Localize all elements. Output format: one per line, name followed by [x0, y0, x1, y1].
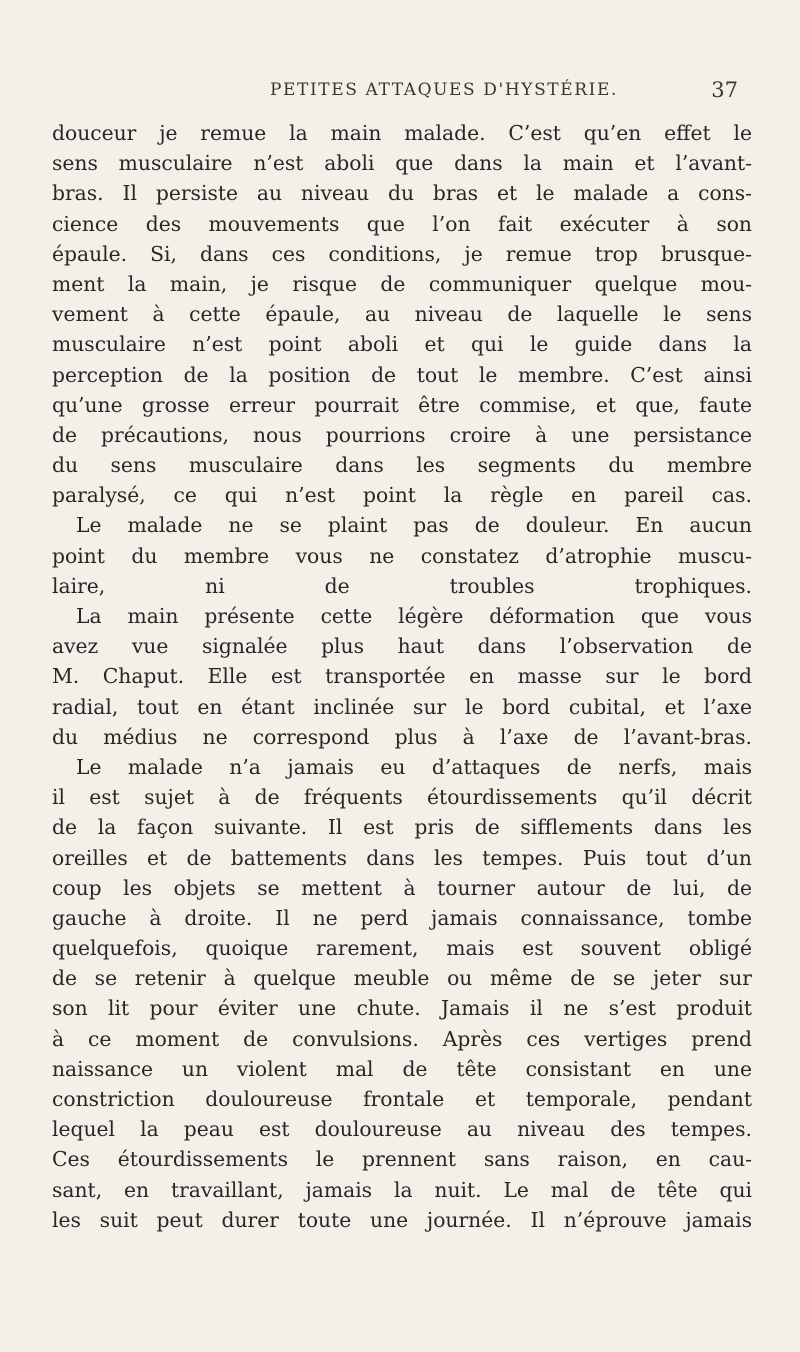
text-line: bras. Il persiste au niveau du bras et le malade a cons-	[52, 181, 752, 206]
text-line: perception de la position de tout le membre. C’est ainsi	[52, 362, 752, 387]
text-line: vement à cette épaule, au niveau de laquelle le sens	[52, 302, 752, 327]
page-number: 37	[711, 78, 738, 102]
text-line: oreilles et de battements dans les tempes. Puis tout d’un	[52, 845, 752, 870]
text-line: douceur je remue la main malade. C’est qu’en effet le	[52, 121, 752, 145]
body-text	[52, 118, 752, 1235]
text-line: Ces étourdissements le prennent sans raison, en cau-	[52, 1147, 752, 1172]
text-line: à ce moment de convulsions. Après ces vertiges prend	[52, 1026, 752, 1051]
text-line: avez vue signalée plus haut dans l’observation de	[52, 634, 752, 659]
text-line: point du membre vous ne constatez d’atrophie muscu-	[52, 543, 752, 568]
text-line: M. Chaput. Elle est transportée en masse sur le bord	[52, 664, 752, 689]
text-line: La main présente cette légère déformation que vous	[76, 604, 752, 628]
text-line: quelquefois, quoique rarement, mais est souvent obligé	[52, 936, 752, 961]
text-line: son lit pour éviter une chute. Jamais il ne s’est produit	[52, 996, 752, 1021]
text-line: paralysé, ce qui n’est point la règle en pareil cas.	[52, 483, 752, 508]
text-line: il est sujet à de fréquents étourdissements qu’il décrit	[52, 785, 752, 810]
page-header	[0, 80, 800, 110]
text-line: Le malade n’a jamais eu d’attaques de nerfs, mais	[76, 754, 752, 779]
text-line: naissance un violent mal de tête consistant en une	[52, 1056, 752, 1081]
text-line: laire, ni de troubles trophiques.	[52, 573, 752, 598]
text-line: du sens musculaire dans les segments du membre	[52, 453, 752, 478]
text-line: lequel la peau est douloureuse au niveau des tempes.	[52, 1117, 752, 1142]
text-line: ment la main, je risque de communiquer quelque mou-	[52, 271, 752, 296]
running-title: PETITES ATTAQUES D'HYSTÉRIE.	[270, 80, 618, 100]
text-line: gauche à droite. Il ne perd jamais connaissance, tombe	[52, 905, 752, 930]
text-line: coup les objets se mettent à tourner autour de lui, de	[52, 875, 752, 900]
text-line: sens musculaire n’est aboli que dans la main et l’avant-	[52, 151, 752, 176]
text-line: du médius ne correspond plus à l’axe de l’avant-bras.	[52, 724, 752, 749]
text-line: qu’une grosse erreur pourrait être commise, et que, faute	[52, 392, 752, 417]
text-line: de la façon suivante. Il est pris de sifflements dans les	[52, 815, 752, 840]
text-line: cience des mouvements que l’on fait exécuter à son	[52, 211, 752, 236]
text-line: radial, tout en étant inclinée sur le bord cubital, et l’axe	[52, 694, 752, 719]
text-line: constriction douloureuse frontale et temporale, pendant	[52, 1087, 752, 1111]
text-line: les suit peut durer toute une journée. Il n’éprouve jamais	[52, 1207, 752, 1232]
text-line: musculaire n’est point aboli et qui le guide dans la	[52, 332, 752, 357]
text-line: de se retenir à quelque meuble ou même de se jeter sur	[52, 966, 752, 991]
text-line: Le malade ne se plaint pas de douleur. En aucun	[76, 513, 752, 538]
text-line: épaule. Si, dans ces conditions, je remue trop brusque-	[52, 241, 752, 266]
text-line: sant, en travaillant, jamais la nuit. Le mal de tête qui	[52, 1177, 752, 1202]
text-line: de précautions, nous pourrions croire à une persistance	[52, 422, 752, 447]
